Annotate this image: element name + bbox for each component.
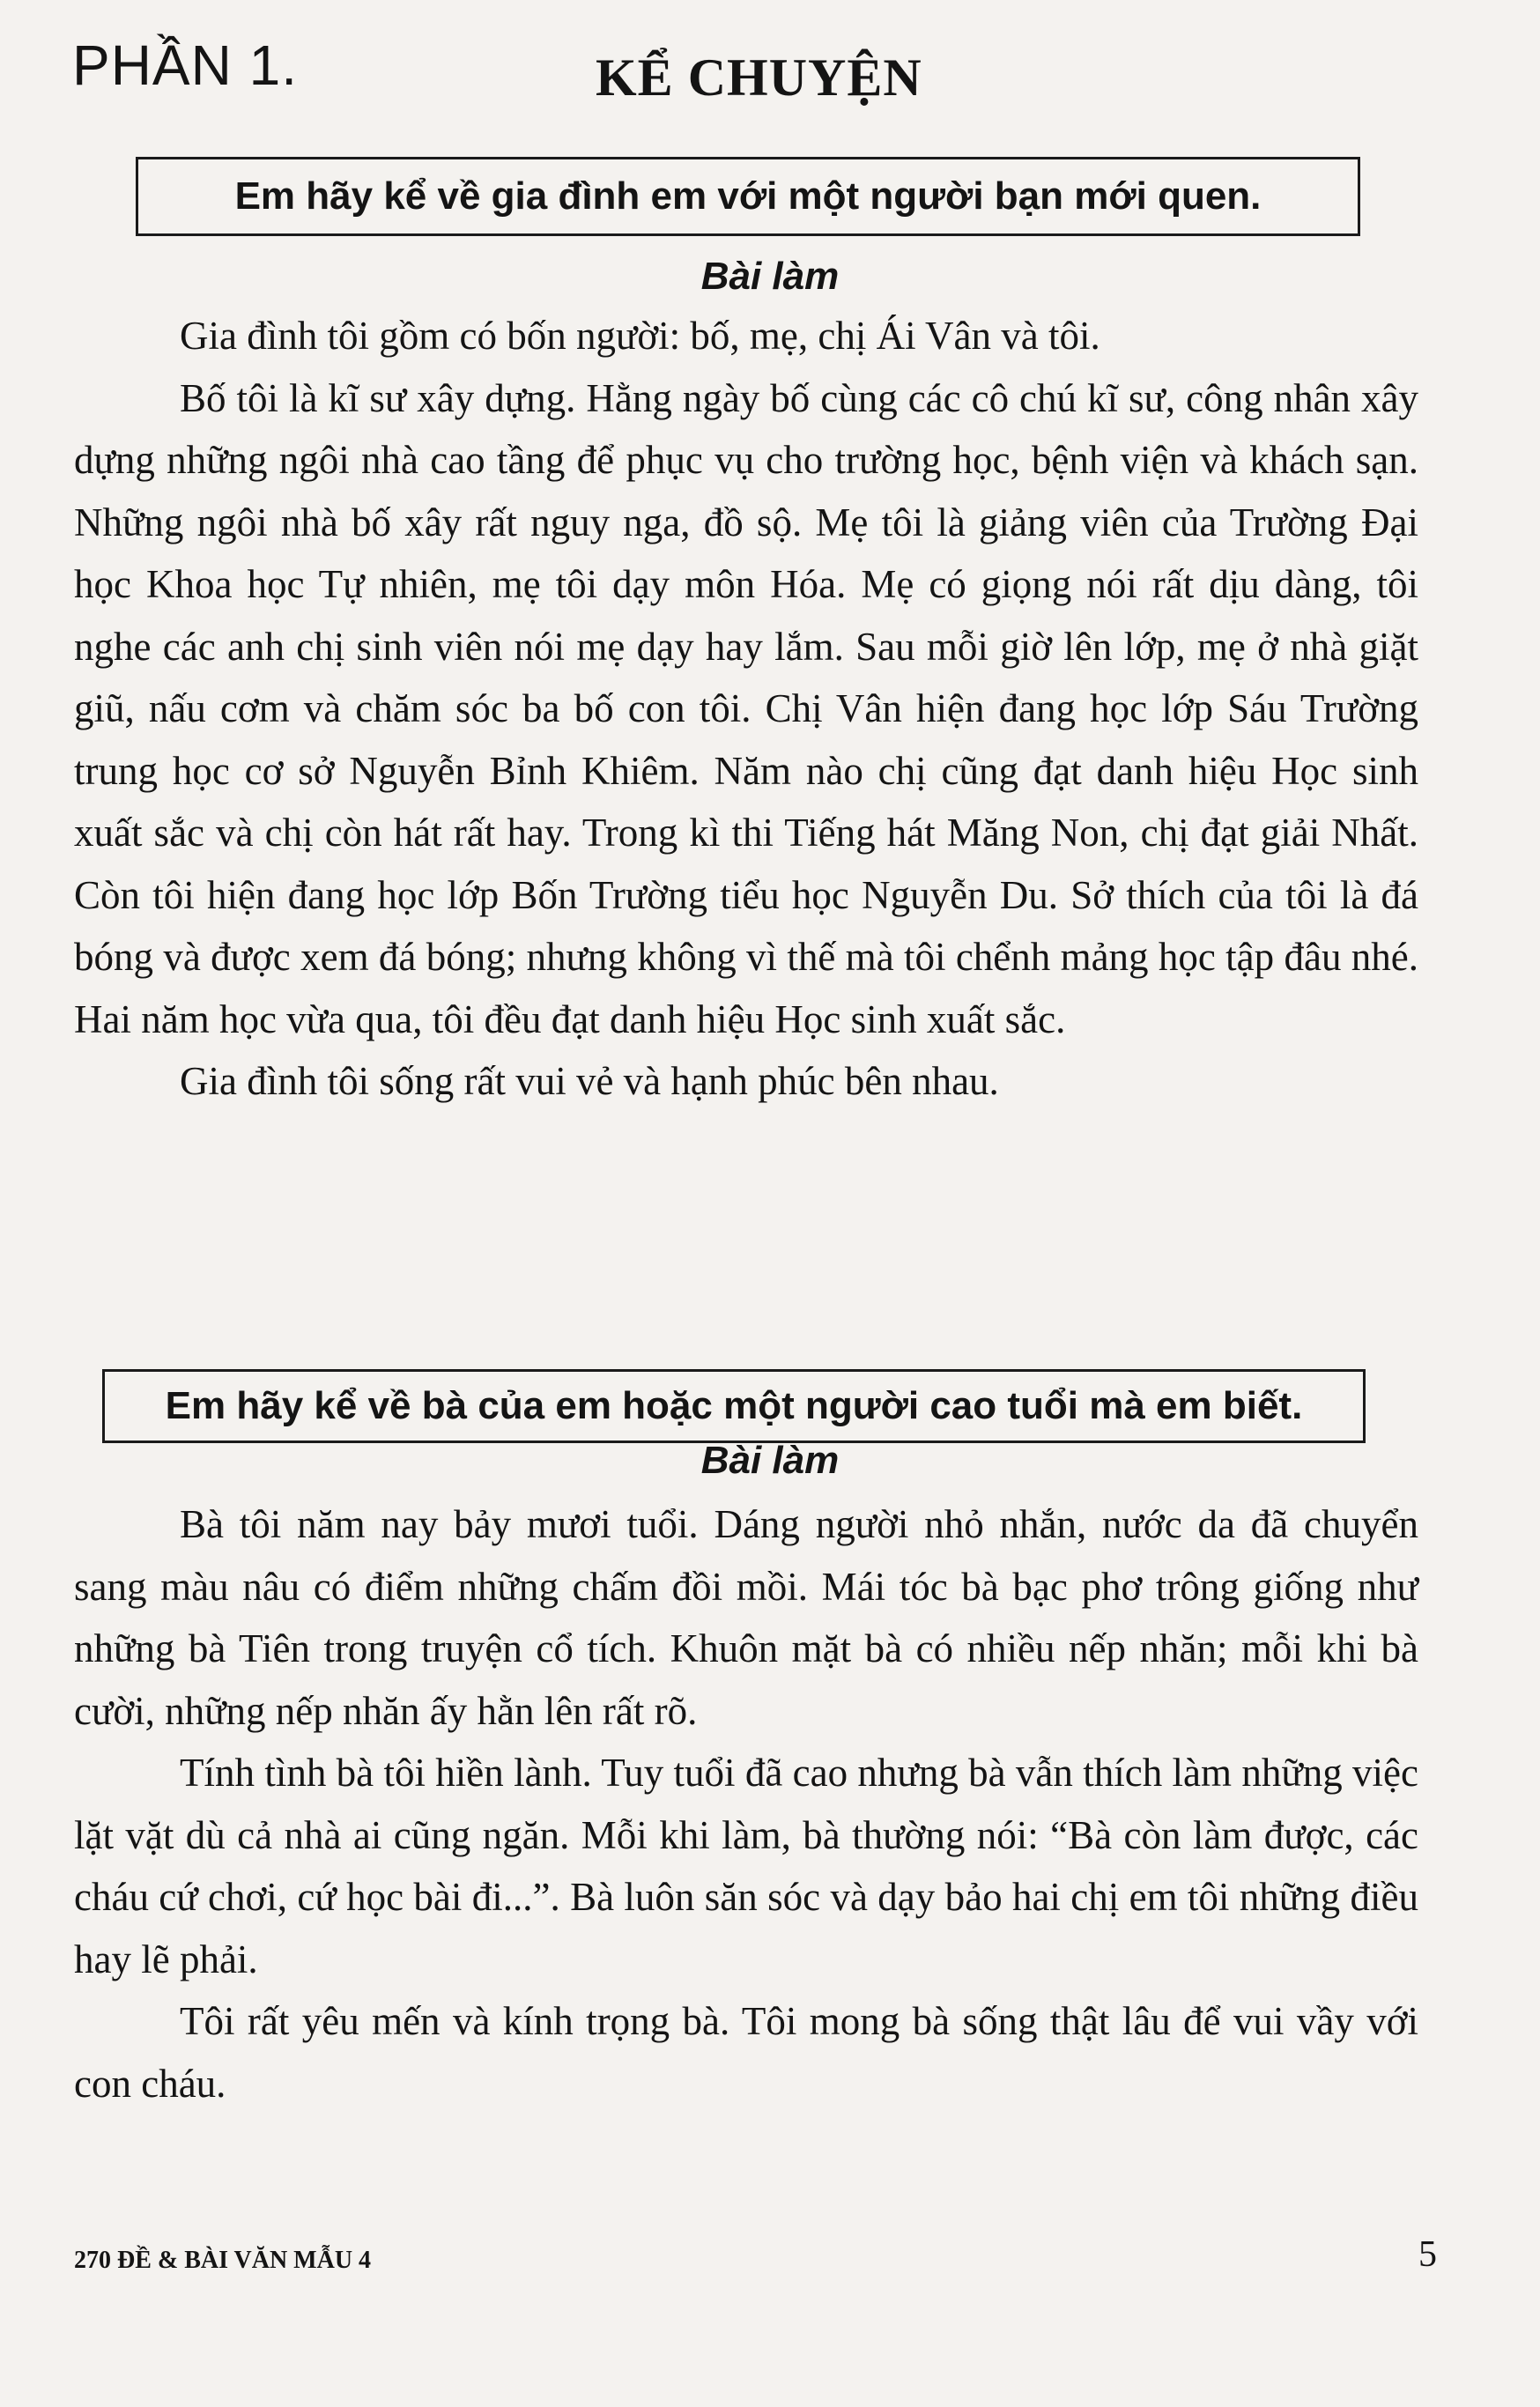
essay-1-paragraph: Gia đình tôi sống rất vui vẻ và hạnh phúc bên nhau. (180, 1059, 999, 1103)
essay-prompt-2: Em hãy kể về bà của em hoặc một người cao tuổi mà em biết. (102, 1369, 1366, 1443)
essay-prompt-1: Em hãy kể về gia đình em với một người bạn mới quen. (136, 157, 1360, 236)
essay-2-paragraph: Tôi rất yêu mến và kính trọng bà. Tôi mong bà sống thật lâu để vui vầy với con cháu. (74, 1999, 1418, 2106)
essay-body-2 (74, 1493, 1418, 2114)
page-number: 5 (1418, 2234, 1437, 2275)
essay-2-paragraph: Tính tình bà tôi hiền lành. Tuy tuổi đã cao nhưng bà vẫn thích làm những việc lặt vặt dù cả nhà ai cũng ngăn. Mỗi khi làm, bà thường nói: “Bà còn làm được, các cháu cứ chơi, cứ học bài đi...”. Bà luôn săn sóc và dạy bảo hai chị em tôi những điều hay lẽ phải. (74, 1751, 1418, 1981)
essay-body-1 (74, 305, 1418, 1113)
book-title-footer: 270 ĐỀ & BÀI VĂN MẪU 4 (74, 2247, 372, 2274)
essay-1-paragraph: Bố tôi là kĩ sư xây dựng. Hằng ngày bố cùng các cô chú kĩ sư, công nhân xây dựng những ngôi nhà cao tầng để phục vụ cho trường học, bệnh viện và khách sạn. Những ngôi nhà bố xây rất nguy nga, đồ sộ. Mẹ tôi là giảng viên của Trường Đại học Khoa học Tự nhiên, mẹ tôi dạy môn Hóa. Mẹ có giọng nói rất dịu dàng, tôi nghe các anh chị sinh viên nói mẹ dạy hay lắm. Sau mỗi giờ lên lớp, mẹ ở nhà giặt giũ, nấu cơm và chăm sóc ba bố con tôi. Chị Vân hiện đang học lớp Sáu Trường trung học cơ sở Nguyễn Bỉnh Khiêm. Năm nào chị cũng đạt danh hiệu Học sinh xuất sắc và chị còn hát rất hay. Trong kì thi Tiếng hát Măng Non, chị đạt giải Nhất. Còn tôi hiện đang học lớp Bốn Trường tiểu học Nguyễn Du. Sở thích của tôi là đá bóng và được xem đá bóng; nhưng không vì thế mà tôi chểnh mảng học tập đâu nhé. Hai năm học vừa qua, tôi đều đạt danh hiệu Học sinh xuất sắc. (74, 375, 1418, 1041)
essay-heading-1: Bài làm (700, 255, 840, 298)
essay-heading-2: Bài làm (700, 1439, 840, 1482)
essay-2-paragraph: Bà tôi năm nay bảy mươi tuổi. Dáng người nhỏ nhắn, nước da đã chuyển sang màu nâu có điểm những chấm đồi mồi. Mái tóc bà bạc phơ trông giống như những bà Tiên trong truyện cổ tích. Khuôn mặt bà có nhiều nếp nhăn; mỗi khi bà cười, những nếp nhăn ấy hằn lên rất rõ. (74, 1502, 1418, 1733)
essay-1-paragraph: Gia đình tôi gồm có bốn người: bố, mẹ, chị Ái Vân và tôi. (180, 314, 1100, 358)
part-title: KỂ CHUYỆN (596, 48, 922, 107)
part-label: PHẦN 1. (72, 33, 298, 97)
